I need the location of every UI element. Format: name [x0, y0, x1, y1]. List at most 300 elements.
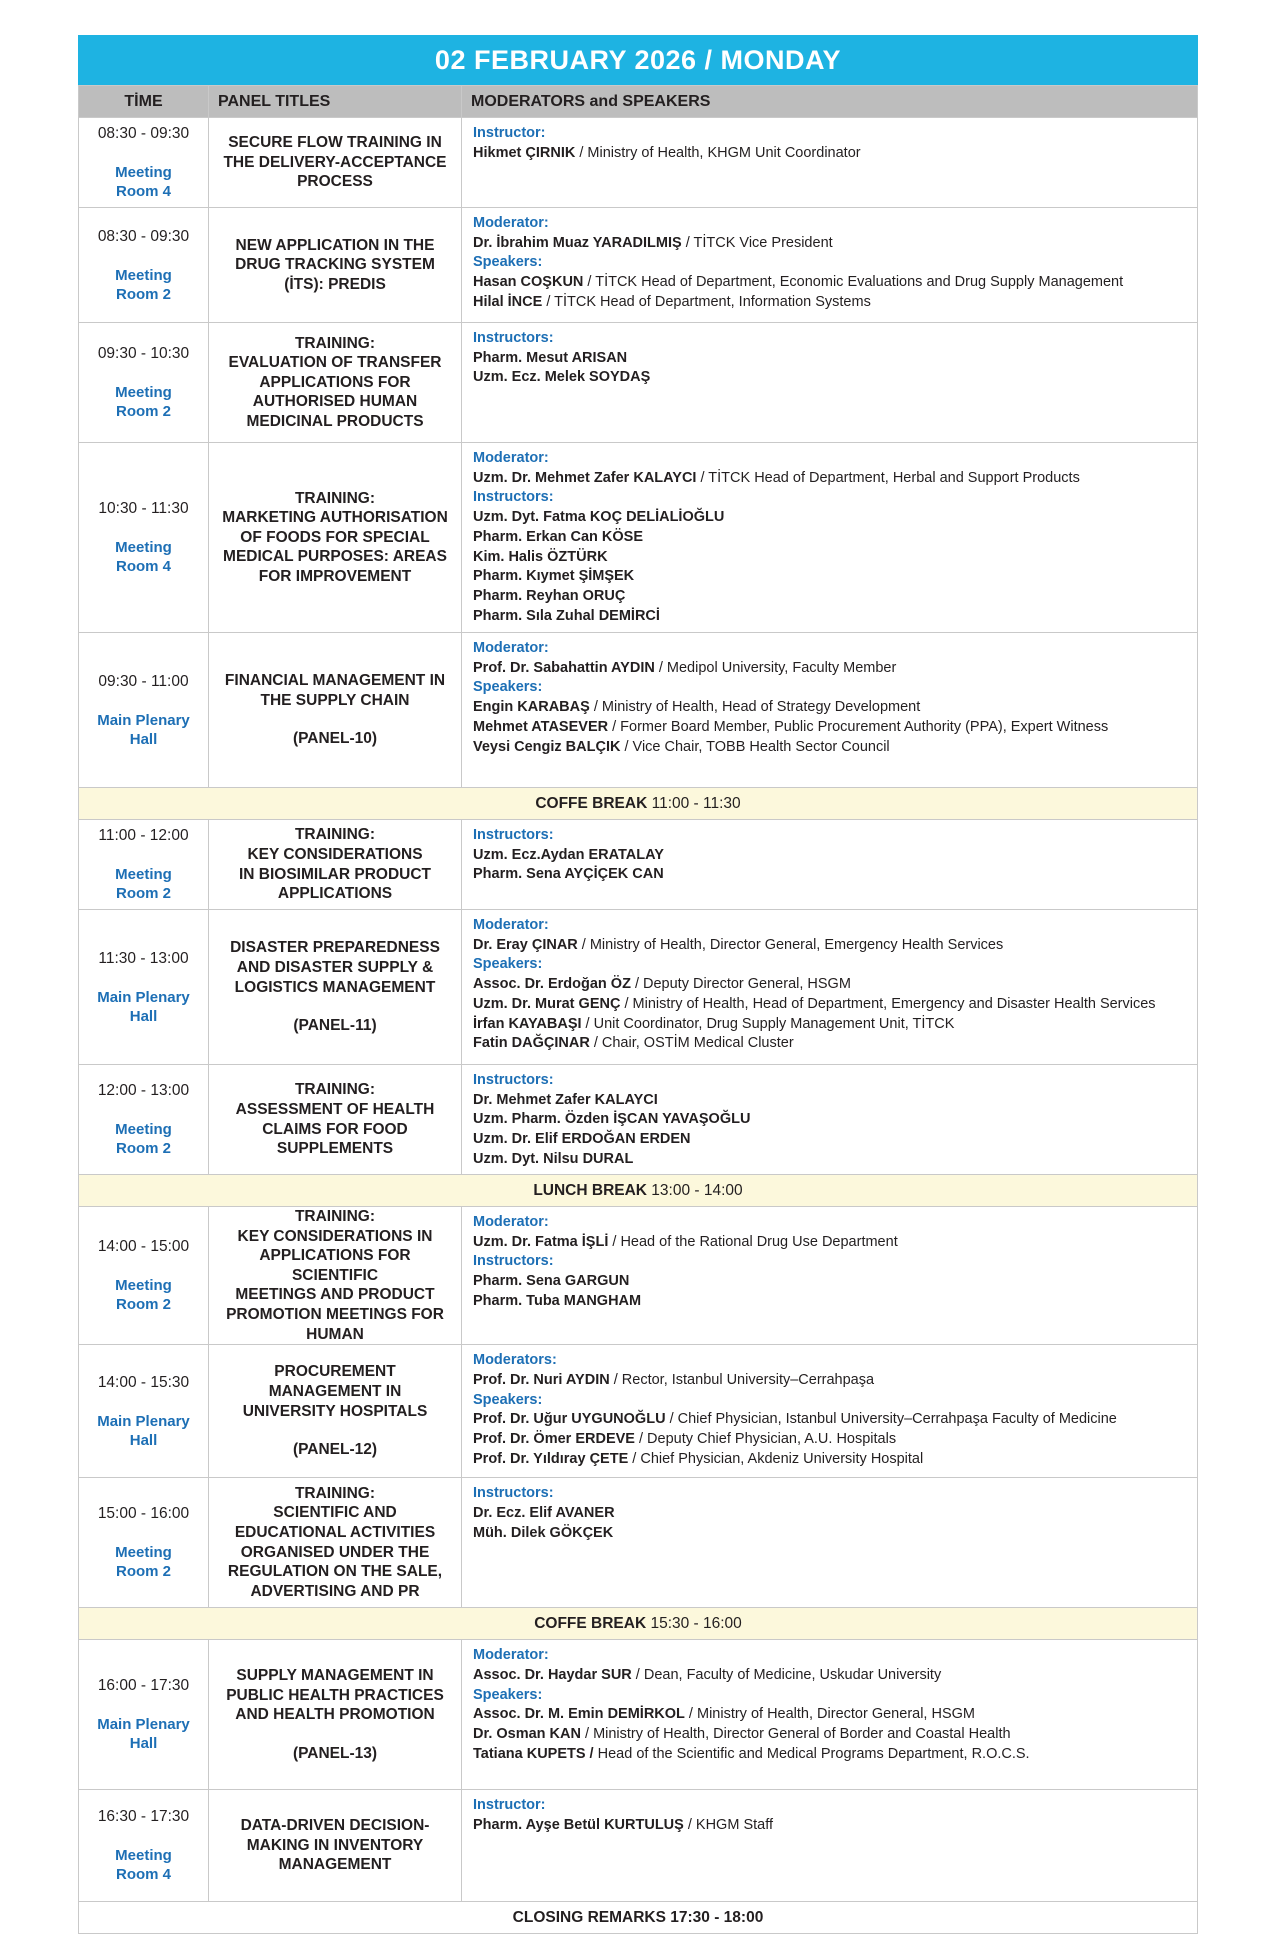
person-line: [473, 1705, 1197, 1725]
panel-title-line: MANAGEMENT IN: [268, 1383, 402, 1401]
time-cell: [79, 208, 209, 323]
person-line: [473, 1034, 1197, 1054]
room-line: Room 2: [115, 1563, 171, 1581]
room-line: Meeting: [115, 266, 172, 284]
moderators-cell: [462, 1345, 1198, 1478]
panel-title-line: TRAINING:: [294, 1208, 376, 1225]
session-room: [80, 1715, 207, 1753]
person-line: [473, 1110, 1197, 1130]
time-cell: [79, 1207, 209, 1345]
person-affiliation: / TİTCK Vice President: [681, 234, 833, 251]
time-cell: [79, 1790, 209, 1902]
table-header-row: [79, 86, 1198, 118]
session-time: 15:00 - 16:00: [97, 1505, 190, 1523]
person-affiliation: / Chief Physician, Istanbul University–Cerrahpaşa Faculty of Medicine: [665, 1411, 1117, 1428]
break-row: [79, 1608, 1198, 1640]
session-time: 14:00 - 15:30: [97, 1373, 190, 1391]
person-line: [473, 698, 1197, 718]
session-time: 08:30 - 09:30: [97, 227, 190, 245]
role-label: Instructors:: [473, 330, 554, 346]
person-name: Assoc. Dr. Haydar SUR: [473, 1666, 632, 1683]
person-line: [473, 1725, 1197, 1745]
panel-title-line: THE SUPPLY CHAIN: [260, 691, 410, 709]
time-cell: [79, 1345, 209, 1478]
person-line: [473, 936, 1197, 956]
person-name: Uzm. Ecz.Aydan ERATALAY: [473, 846, 664, 863]
room-line: Main Plenary: [97, 711, 190, 729]
header-moderators: MODERATORS and SPEAKERS: [462, 86, 1198, 118]
panel-title-line: TRAINING:: [294, 489, 376, 507]
role-label: Moderators:: [473, 1352, 557, 1369]
panel-title-line: KEY CONSIDERATIONS: [247, 845, 423, 863]
person-line: [473, 528, 1197, 548]
person-name: Assoc. Dr. Erdoğan ÖZ: [473, 976, 631, 993]
role-label: Speakers:: [473, 1391, 543, 1408]
person-line: [473, 1430, 1197, 1450]
person-line: [473, 144, 1197, 164]
person-line: [473, 1091, 1197, 1111]
person-line: [473, 1272, 1197, 1292]
room-line: Room 4: [115, 183, 171, 200]
person-line: [473, 293, 1197, 313]
role-label: Instructors:: [473, 1072, 554, 1088]
person-affiliation: / TİTCK Head of Department, Information Systems: [542, 293, 871, 310]
room-line: Meeting: [115, 866, 172, 883]
room-line: Hall: [129, 1431, 158, 1449]
break-time: 11:00 - 11:30: [647, 794, 741, 812]
session-room: [80, 988, 207, 1026]
panel-title-cell: [209, 633, 462, 788]
role-label: Speakers:: [473, 956, 543, 973]
room-line: Room 2: [115, 285, 171, 303]
moderators-cell: [462, 1790, 1198, 1902]
person-line: [473, 1410, 1197, 1430]
person-name: Tatiana KUPETS /: [473, 1745, 594, 1762]
panel-title-line: MEDICAL PURPOSES: AREAS: [223, 548, 447, 566]
person-line: [473, 1015, 1197, 1035]
person-line: [473, 273, 1197, 293]
role-label: Speakers:: [473, 254, 543, 271]
person-name: Dr. İbrahim Muaz YARADILMIŞ: [473, 234, 682, 251]
panel-title-line: THE DELIVERY-ACCEPTANCE: [223, 153, 447, 171]
person-name: Uzm. Ecz. Melek SOYDAŞ: [473, 369, 651, 386]
person-line: [473, 469, 1197, 489]
panel-title-cell: [209, 910, 462, 1065]
person-affiliation: / Ministry of Health, Director General of Border and Coastal Health: [580, 1725, 1011, 1742]
room-line: Meeting: [115, 1121, 172, 1138]
session-time: 16:00 - 17:30: [97, 1677, 190, 1695]
person-name: Uzm. Dyt. Nilsu DURAL: [473, 1150, 634, 1167]
person-affiliation: / TİTCK Head of Department, Herbal and Support Products: [696, 469, 1080, 486]
room-line: Room 2: [115, 885, 171, 902]
person-affiliation: / Vice Chair, TOBB Health Sector Council: [620, 738, 890, 755]
room-line: Main Plenary: [97, 1412, 190, 1430]
person-name: Hilal İNCE: [473, 293, 543, 310]
panel-title-line: PROMOTION MEETINGS FOR: [226, 1305, 444, 1323]
role-label: Instructors:: [473, 1253, 554, 1270]
person-line: [473, 1666, 1197, 1686]
person-name: Prof. Dr. Sabahattin AYDIN: [473, 659, 655, 676]
person-line: [473, 1233, 1197, 1253]
panel-title-cell: [209, 1478, 462, 1608]
role-label: Instructors:: [473, 1485, 554, 1502]
session-room: [80, 266, 207, 304]
time-cell: [79, 1640, 209, 1790]
person-line: [473, 234, 1197, 254]
person-line: [473, 548, 1197, 568]
panel-title-line: SCIENTIFIC AND: [273, 1504, 397, 1522]
role-label: Moderator:: [473, 1647, 549, 1664]
session-row: [79, 633, 1198, 788]
role-label: Moderator:: [473, 917, 549, 933]
person-affiliation: / KHGM Staff: [683, 1816, 774, 1833]
panel-title-cell: [209, 118, 462, 208]
session-time: 09:30 - 11:00: [98, 672, 189, 690]
person-line: [473, 1292, 1197, 1312]
panel-title-line: NEW APPLICATION IN THE: [235, 236, 435, 254]
person-line: [473, 508, 1197, 528]
person-name: Uzm. Dr. Elif ERDOĞAN ERDEN: [473, 1131, 691, 1148]
panel-title-cell: [209, 443, 462, 633]
person-affiliation: / Deputy Chief Physician, A.U. Hospitals: [634, 1430, 897, 1447]
moderators-cell: [462, 323, 1198, 443]
panel-title-line: LOGISTICS MANAGEMENT: [234, 978, 436, 996]
room-line: Main Plenary: [97, 1716, 190, 1734]
person-line: [473, 1504, 1197, 1524]
person-affiliation: / Chief Physician, Akdeniz University Hospital: [628, 1450, 924, 1467]
person-name: Pharm. Erkan Can KÖSE: [473, 528, 644, 545]
person-affiliation: / Head of the Rational Drug Use Department: [608, 1233, 898, 1250]
session-row: [79, 910, 1198, 1065]
person-affiliation: / TİTCK Head of Department, Economic Evaluations and Drug Supply Management: [583, 274, 1124, 291]
person-name: Fatin DAĞÇINAR: [473, 1035, 590, 1052]
moderators-cell: [462, 208, 1198, 323]
session-room: [80, 383, 207, 421]
person-line: [473, 349, 1197, 369]
panel-title-line: REGULATION ON THE SALE,: [227, 1563, 443, 1581]
panel-title-line: TRAINING:: [294, 1484, 376, 1502]
person-name: Pharm. Tuba MANGHAM: [473, 1292, 642, 1309]
schedule-body: [79, 118, 1198, 1934]
panel-title-line: TRAINING:: [294, 334, 376, 352]
person-line: [473, 995, 1197, 1015]
panel-title-line: PROCESS: [297, 173, 373, 191]
moderators-cell: [462, 820, 1198, 910]
person-name: Uzm. Pharm. Özden İŞCAN YAVAŞOĞLU: [473, 1111, 751, 1128]
panel-title-cell: [209, 1345, 462, 1478]
closing-row: [79, 1902, 1198, 1934]
session-time: 10:30 - 11:30: [98, 500, 189, 517]
room-line: Meeting: [115, 1544, 172, 1562]
day-title: 02 FEBRUARY 2026 / MONDAY: [78, 35, 1198, 85]
role-label: Instructor:: [473, 125, 546, 141]
person-name: Müh. Dilek GÖKÇEK: [473, 1524, 614, 1541]
person-line: [473, 865, 1197, 885]
closing-remarks: CLOSING REMARKS 17:30 - 18:00: [79, 1902, 1198, 1934]
session-room: [80, 538, 207, 576]
session-time: 12:00 - 13:00: [97, 1082, 190, 1099]
person-name: Pharm. Sena GARGUN: [473, 1273, 630, 1290]
panel-title-cell: [209, 1790, 462, 1902]
person-affiliation: / Medipol University, Faculty Member: [654, 659, 897, 676]
panel-title-line: AND DISASTER SUPPLY &: [236, 958, 434, 976]
person-name: Uzm. Dr. Fatma İŞLİ: [473, 1233, 609, 1250]
person-affiliation: / Ministry of Health, Director General, Emergency Health Services: [577, 936, 1004, 953]
role-label: Speakers:: [473, 1686, 543, 1703]
panel-title-line: DATA-DRIVEN DECISION-: [240, 1817, 430, 1835]
break-time: 15:30 - 16:00: [646, 1614, 742, 1632]
panel-title-line: ASSESSMENT OF HEALTH: [235, 1100, 435, 1118]
session-row: [79, 1478, 1198, 1608]
panel-title-line: AND HEALTH PROMOTION: [235, 1706, 435, 1724]
break-cell: [79, 1175, 1198, 1207]
person-affiliation: / Ministry of Health, Head of Department, Emergency and Disaster Health Services: [620, 995, 1156, 1012]
room-line: Room 2: [115, 1140, 171, 1157]
panel-title-line: (İTS): PREDIS: [284, 275, 386, 293]
moderators-cell: [462, 910, 1198, 1065]
session-row: [79, 820, 1198, 910]
person-name: Dr. Osman KAN: [473, 1725, 581, 1742]
role-label: Moderator:: [473, 450, 549, 466]
person-line: [473, 567, 1197, 587]
person-line: [473, 738, 1197, 758]
panel-title-line: APPLICATIONS FOR: [259, 373, 411, 391]
moderators-cell: [462, 1640, 1198, 1790]
session-room: [80, 1846, 207, 1884]
role-label: Moderator:: [473, 215, 549, 231]
panel-number: (PANEL-11): [293, 1017, 377, 1035]
break-cell: [79, 1608, 1198, 1640]
session-time: 16:30 - 17:30: [97, 1808, 190, 1826]
panel-title-line: DRUG TRACKING SYSTEM: [235, 256, 435, 274]
person-affiliation: / Dean, Faculty of Medicine, Uskudar University: [631, 1666, 942, 1683]
session-room: [80, 711, 207, 749]
room-line: Meeting: [115, 384, 172, 401]
session-room: [80, 1543, 207, 1581]
panel-title-line: SECURE FLOW TRAINING IN: [228, 134, 442, 152]
person-affiliation: / Rector, Istanbul University–Cerrahpaşa: [609, 1371, 875, 1388]
time-cell: [79, 118, 209, 208]
panel-title-line: APPLICATIONS: [277, 885, 393, 903]
session-row: [79, 1065, 1198, 1175]
session-row: [79, 443, 1198, 633]
time-cell: [79, 633, 209, 788]
person-name: Veysi Cengiz BALÇIK: [473, 738, 621, 755]
person-line: [473, 659, 1197, 679]
room-line: Room 4: [115, 1866, 171, 1884]
session-time: 11:30 - 13:00: [98, 949, 189, 967]
person-name: Prof. Dr. Yıldıray ÇETE: [473, 1450, 629, 1467]
person-name: Uzm. Dyt. Fatma KOÇ DELİALİOĞLU: [473, 509, 725, 526]
time-cell: [79, 1478, 209, 1608]
room-line: Meeting: [115, 164, 172, 181]
session-row: [79, 208, 1198, 323]
break-label: COFFE BREAK: [534, 1614, 647, 1632]
schedule-table: [78, 85, 1198, 1934]
person-name: Pharm. Kıymet ŞİMŞEK: [473, 568, 635, 585]
header-panel-titles: PANEL TITLES: [209, 86, 462, 118]
time-cell: [79, 820, 209, 910]
panel-title-cell: [209, 1640, 462, 1790]
role-label: Instructors:: [473, 827, 554, 843]
session-time: 11:00 - 12:00: [98, 827, 189, 844]
person-line: [473, 846, 1197, 866]
time-cell: [79, 443, 209, 633]
panel-title-line: OF FOODS FOR SPECIAL: [240, 528, 430, 546]
person-name: Dr. Ecz. Elif AVANER: [473, 1504, 615, 1521]
time-cell: [79, 910, 209, 1065]
person-line: [473, 1150, 1197, 1170]
break-label: LUNCH BREAK: [533, 1181, 647, 1199]
person-line: [473, 368, 1197, 388]
panel-title-line: HUMAN: [306, 1325, 364, 1343]
panel-title-line: KEY CONSIDERATIONS IN: [237, 1227, 433, 1245]
session-time: 09:30 - 10:30: [97, 345, 190, 362]
panel-title-line: MANAGEMENT: [278, 1856, 392, 1874]
panel-number: (PANEL-12): [292, 1441, 378, 1459]
person-name: Pharm. Sena AYÇİÇEK CAN: [473, 866, 664, 883]
role-label: Instructors:: [473, 489, 554, 506]
person-name: Pharm. Reyhan ORUÇ: [473, 587, 626, 604]
moderators-cell: [462, 443, 1198, 633]
break-time: 13:00 - 14:00: [647, 1181, 743, 1199]
person-affiliation: / Chair, OSTİM Medical Cluster: [589, 1035, 794, 1052]
session-row: [79, 1207, 1198, 1345]
panel-title-line: MEDICINAL PRODUCTS: [246, 412, 424, 430]
person-affiliation: / Deputy Director General, HSGM: [630, 976, 851, 993]
room-line: Hall: [129, 1735, 158, 1753]
session-row: [79, 323, 1198, 443]
panel-title-line: TRAINING:: [294, 826, 376, 844]
session-time: 14:00 - 15:00: [97, 1238, 190, 1256]
person-line: [473, 1130, 1197, 1150]
panel-title-line: PUBLIC HEALTH PRACTICES: [226, 1686, 444, 1704]
panel-title-line: EVALUATION OF TRANSFER: [228, 354, 442, 372]
moderators-cell: [462, 1207, 1198, 1345]
panel-number: (PANEL-13): [292, 1744, 378, 1762]
panel-title-cell: [209, 323, 462, 443]
room-line: Hall: [129, 1007, 158, 1025]
program-page: [78, 35, 1198, 1934]
session-room: [80, 1412, 207, 1450]
panel-title-line: TRAINING:: [294, 1081, 376, 1099]
panel-title-line: PROCUREMENT: [274, 1363, 396, 1381]
moderators-cell: [462, 118, 1198, 208]
person-name: Uzm. Dr. Mehmet Zafer KALAYCI: [473, 469, 697, 486]
moderators-cell: [462, 1478, 1198, 1608]
panel-title-line: CLAIMS FOR FOOD: [262, 1120, 408, 1138]
break-row: [79, 1175, 1198, 1207]
person-name: Dr. Mehmet Zafer KALAYCI: [473, 1091, 658, 1108]
panel-title-line: MEETINGS AND PRODUCT: [235, 1286, 435, 1304]
person-affiliation: / Unit Coordinator, Drug Supply Management Unit, TİTCK: [581, 1015, 955, 1032]
person-affiliation: Head of the Scientific and Medical Programs Department, R.O.C.S.: [593, 1745, 1030, 1762]
panel-title-line: SUPPLEMENTS: [276, 1140, 394, 1158]
room-line: Hall: [129, 730, 158, 748]
person-affiliation: / Former Board Member, Public Procurement Authority (PPA), Expert Witness: [608, 718, 1109, 735]
person-line: [473, 1371, 1197, 1391]
person-line: [473, 587, 1197, 607]
person-name: Hikmet ÇIRNIK: [473, 144, 576, 161]
person-affiliation: / Ministry of Health, Director General, HSGM: [684, 1706, 975, 1723]
session-room: [80, 865, 207, 903]
room-line: Room 4: [115, 558, 171, 575]
room-line: Meeting: [115, 1277, 172, 1295]
panel-title-line: FINANCIAL MANAGEMENT IN: [224, 672, 446, 690]
person-name: Dr. Eray ÇINAR: [473, 936, 578, 953]
panel-number: (PANEL-10): [292, 730, 378, 748]
panel-title-line: MARKETING AUTHORISATION: [222, 509, 448, 527]
person-name: Hasan COŞKUN: [473, 274, 584, 291]
person-line: [473, 607, 1197, 627]
room-line: Main Plenary: [97, 988, 190, 1006]
break-cell: [79, 788, 1198, 820]
time-cell: [79, 1065, 209, 1175]
person-line: [473, 1816, 1197, 1836]
header-time: TİME: [79, 86, 209, 118]
panel-title-line: EDUCATIONAL ACTIVITIES: [234, 1524, 436, 1542]
panel-title-cell: [209, 1065, 462, 1175]
room-line: Meeting: [115, 1847, 172, 1865]
person-line: [473, 718, 1197, 738]
moderators-cell: [462, 1065, 1198, 1175]
person-name: Prof. Dr. Uğur UYGUNOĞLU: [473, 1411, 666, 1428]
panel-title-line: SUPPLY MANAGEMENT IN: [236, 1666, 434, 1684]
person-name: Uzm. Dr. Murat GENÇ: [473, 995, 621, 1012]
panel-title-line: FOR IMPROVEMENT: [258, 567, 412, 585]
panel-title-line: UNIVERSITY HOSPITALS: [242, 1402, 428, 1420]
person-name: Prof. Dr. Ömer ERDEVE: [473, 1430, 635, 1447]
role-label: Moderator:: [473, 1214, 549, 1230]
person-line: [473, 1745, 1197, 1765]
role-label: Instructor:: [473, 1797, 546, 1814]
panel-title-cell: [209, 208, 462, 323]
person-affiliation: / Ministry of Health, KHGM Unit Coordinator: [575, 144, 861, 161]
role-label: Speakers:: [473, 679, 543, 696]
panel-title-line: DISASTER PREPAREDNESS: [230, 939, 440, 957]
session-time: 08:30 - 09:30: [97, 125, 190, 142]
panel-title-line: MAKING IN INVENTORY: [246, 1836, 424, 1854]
person-name: Pharm. Mesut ARISAN: [473, 349, 628, 366]
session-row: [79, 1345, 1198, 1478]
time-cell: [79, 323, 209, 443]
panel-title-line: ORGANISED UNDER THE: [240, 1543, 430, 1561]
panel-title-line: IN BIOSIMILAR PRODUCT: [238, 865, 432, 883]
session-room: [80, 163, 207, 201]
person-name: Mehmet ATASEVER: [473, 718, 609, 735]
person-affiliation: / Ministry of Health, Head of Strategy Development: [589, 699, 921, 716]
session-row: [79, 1640, 1198, 1790]
person-name: Pharm. Sıla Zuhal DEMİRCİ: [473, 607, 660, 624]
person-name: İrfan KAYABAŞI: [473, 1015, 582, 1032]
person-name: Prof. Dr. Nuri AYDIN: [473, 1371, 610, 1388]
panel-title-cell: [209, 1207, 462, 1345]
person-name: Pharm. Ayşe Betül KURTULUŞ: [473, 1816, 684, 1833]
person-name: Kim. Halis ÖZTÜRK: [473, 548, 608, 565]
role-label: Moderator:: [473, 640, 549, 656]
break-row: [79, 788, 1198, 820]
moderators-cell: [462, 633, 1198, 788]
person-line: [473, 975, 1197, 995]
person-line: [473, 1524, 1197, 1544]
session-row: [79, 1790, 1198, 1902]
session-row: [79, 118, 1198, 208]
session-room: [80, 1120, 207, 1158]
session-room: [80, 1276, 207, 1314]
panel-title-line: APPLICATIONS FOR SCIENTIFIC: [259, 1247, 411, 1284]
person-name: Assoc. Dr. M. Emin DEMİRKOL: [473, 1706, 685, 1723]
panel-title-cell: [209, 820, 462, 910]
